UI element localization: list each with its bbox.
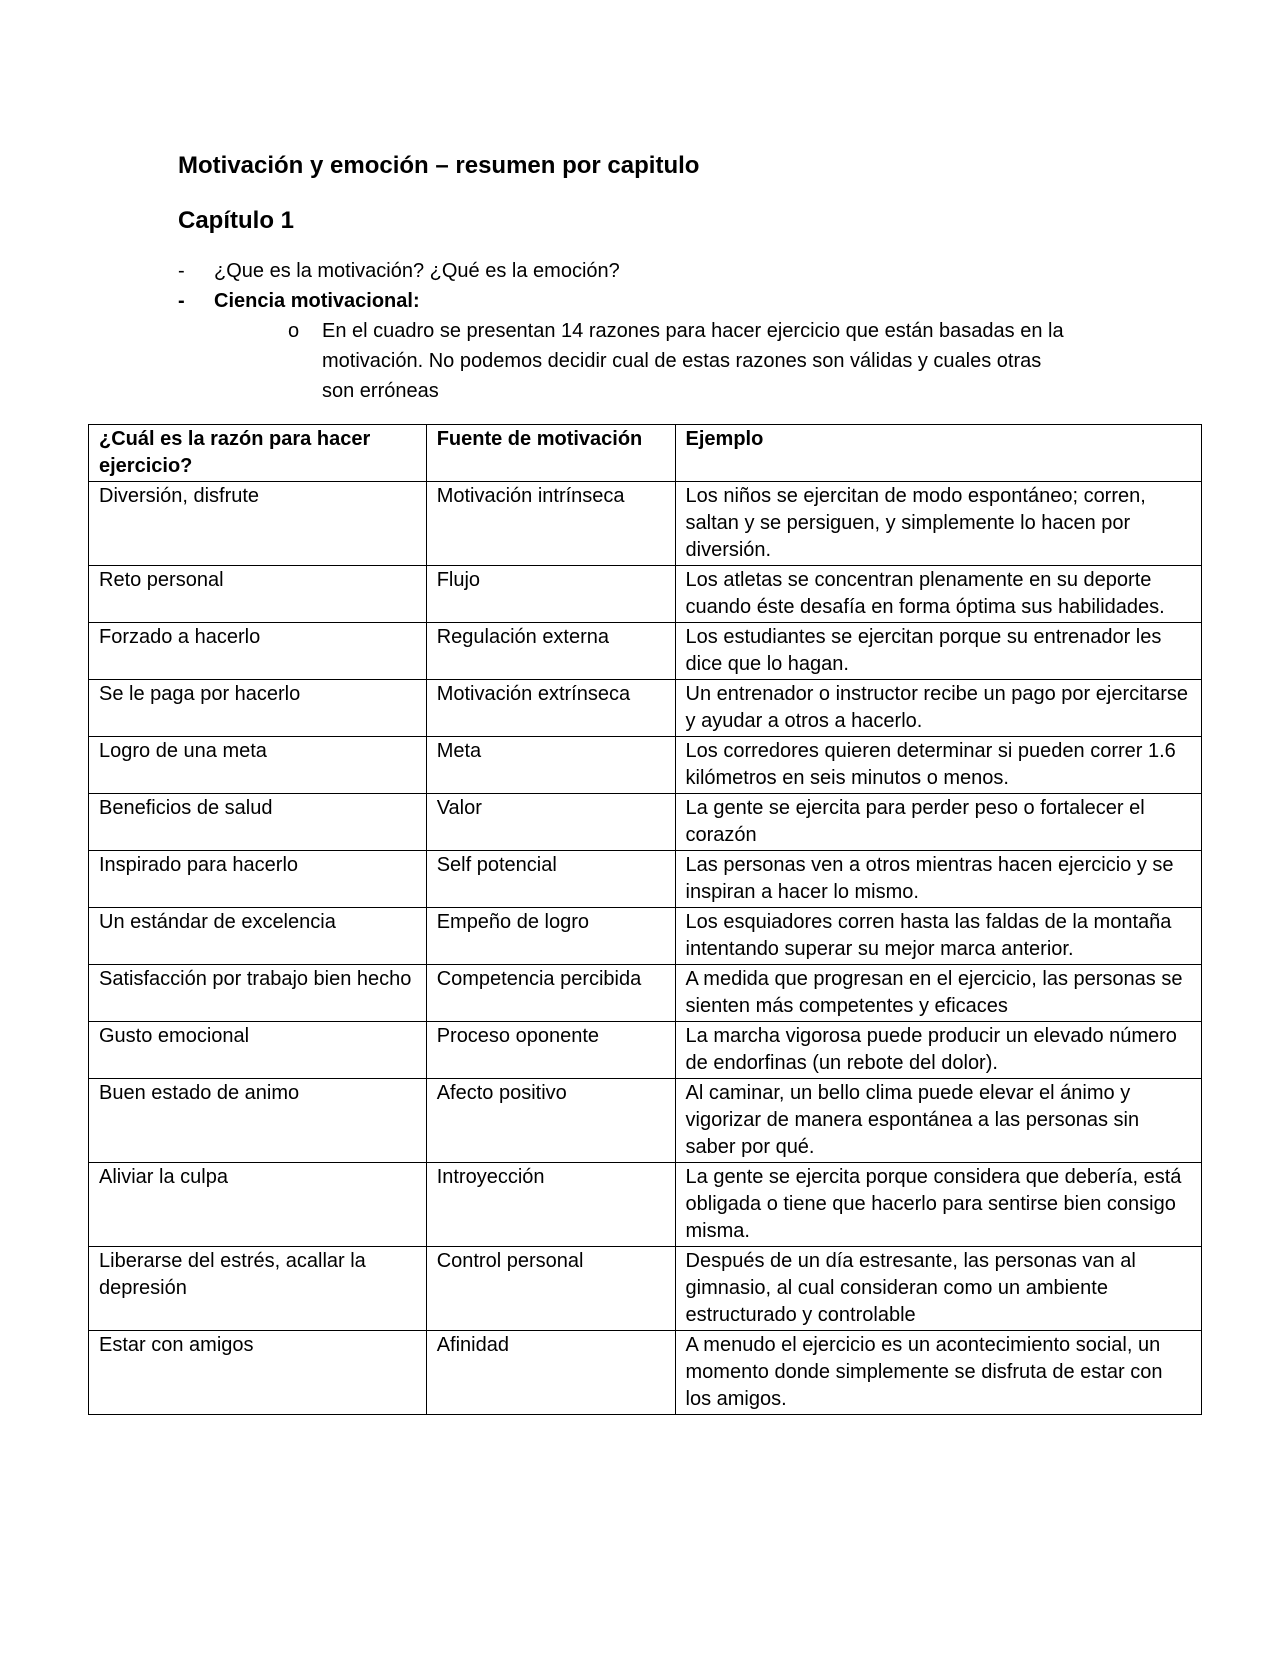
motivation-table-wrapper [88, 424, 1202, 1415]
cell-reason: Gusto emocional [89, 1022, 427, 1079]
bullet-item [178, 286, 1078, 406]
table-row [89, 680, 1202, 737]
table-row [89, 965, 1202, 1022]
header-source: Fuente de motivación [426, 425, 675, 482]
cell-example: Los niños se ejercitan de modo espontáneo; corren, saltan y se persiguen, y simplemente lo hacen por diversión. [675, 482, 1201, 566]
cell-example: Un entrenador o instructor recibe un pago por ejercitarse y ayudar a otros a hacerlo. [675, 680, 1201, 737]
cell-reason: Logro de una meta [89, 737, 427, 794]
cell-reason: Aliviar la culpa [89, 1163, 427, 1247]
cell-example: Al caminar, un bello clima puede elevar el ánimo y vigorizar de manera espontánea a las personas sin saber por qué. [675, 1079, 1201, 1163]
cell-reason: Diversión, disfrute [89, 482, 427, 566]
cell-source: Empeño de logro [426, 908, 675, 965]
cell-source: Introyección [426, 1163, 675, 1247]
table-row [89, 737, 1202, 794]
dash-bullet-icon: - [178, 260, 185, 282]
cell-source: Proceso oponente [426, 1022, 675, 1079]
cell-example: La gente se ejercita porque considera que debería, está obligada o tiene que hacerlo para sentirse bien consigo misma. [675, 1163, 1201, 1247]
cell-source: Flujo [426, 566, 675, 623]
cell-example: Los esquiadores corren hasta las faldas de la montaña intentando superar su mejor marca anterior. [675, 908, 1201, 965]
cell-example: A medida que progresan en el ejercicio, las personas se sienten más competentes y eficaces [675, 965, 1201, 1022]
cell-example: Los corredores quieren determinar si pueden correr 1.6 kilómetros en seis minutos o menos. [675, 737, 1201, 794]
cell-reason: Un estándar de excelencia [89, 908, 427, 965]
bullet-item [178, 256, 1078, 286]
bullet-list [178, 256, 1078, 406]
cell-reason: Inspirado para hacerlo [89, 851, 427, 908]
table-row [89, 1022, 1202, 1079]
cell-source: Motivación intrínseca [426, 482, 675, 566]
cell-source: Control personal [426, 1247, 675, 1331]
bullet-text: Ciencia motivacional: [214, 290, 420, 312]
cell-example: A menudo el ejercicio es un acontecimiento social, un momento donde simplemente se disfruta de estar con los amigos. [675, 1331, 1201, 1415]
sub-bullet-item [214, 316, 1068, 406]
sub-bullet-list [214, 316, 1078, 406]
cell-example: Los estudiantes se ejercitan porque su entrenador les dice que lo hagan. [675, 623, 1201, 680]
cell-example: Los atletas se concentran plenamente en su deporte cuando éste desafía en forma óptima sus habilidades. [675, 566, 1201, 623]
table-header-row [89, 425, 1202, 482]
dash-bullet-icon: - [178, 290, 185, 312]
cell-reason: Buen estado de animo [89, 1079, 427, 1163]
cell-source: Meta [426, 737, 675, 794]
cell-reason: Forzado a hacerlo [89, 623, 427, 680]
cell-source: Self potencial [426, 851, 675, 908]
cell-source: Motivación extrínseca [426, 680, 675, 737]
cell-example: La marcha vigorosa puede producir un elevado número de endorfinas (un rebote del dolor). [675, 1022, 1201, 1079]
cell-reason: Estar con amigos [89, 1331, 427, 1415]
table-row [89, 908, 1202, 965]
table-row [89, 566, 1202, 623]
table-row [89, 1079, 1202, 1163]
sub-bullet-text: En el cuadro se presentan 14 razones para hacer ejercicio que están basadas en la motivación. No podemos decidir cual de estas razones son válidas y cuales otras son erróneas [322, 320, 1064, 402]
document-title: Motivación y emoción – resumen por capitulo [178, 152, 700, 179]
header-example: Ejemplo [675, 425, 1201, 482]
cell-source: Competencia percibida [426, 965, 675, 1022]
cell-reason: Liberarse del estrés, acallar la depresión [89, 1247, 427, 1331]
cell-reason: Se le paga por hacerlo [89, 680, 427, 737]
table-row [89, 851, 1202, 908]
header-reason: ¿Cuál es la razón para hacer ejercicio? [89, 425, 427, 482]
table-row [89, 1247, 1202, 1331]
cell-reason: Reto personal [89, 566, 427, 623]
table-row [89, 1331, 1202, 1415]
circle-bullet-icon: o [288, 320, 300, 342]
cell-source: Afinidad [426, 1331, 675, 1415]
cell-source: Valor [426, 794, 675, 851]
bullet-text: ¿Que es la motivación? ¿Qué es la emoción? [214, 260, 620, 282]
table-row [89, 1163, 1202, 1247]
motivation-table [88, 424, 1202, 1415]
cell-example: Las personas ven a otros mientras hacen ejercicio y se inspiran a hacer lo mismo. [675, 851, 1201, 908]
chapter-heading: Capítulo 1 [178, 207, 295, 234]
cell-reason: Beneficios de salud [89, 794, 427, 851]
table-row [89, 623, 1202, 680]
table-row [89, 794, 1202, 851]
cell-source: Afecto positivo [426, 1079, 675, 1163]
cell-example: La gente se ejercita para perder peso o fortalecer el corazón [675, 794, 1201, 851]
cell-example: Después de un día estresante, las personas van al gimnasio, al cual consideran como un ambiente estructurado y controlable [675, 1247, 1201, 1331]
table-row [89, 482, 1202, 566]
cell-reason: Satisfacción por trabajo bien hecho [89, 965, 427, 1022]
cell-source: Regulación externa [426, 623, 675, 680]
